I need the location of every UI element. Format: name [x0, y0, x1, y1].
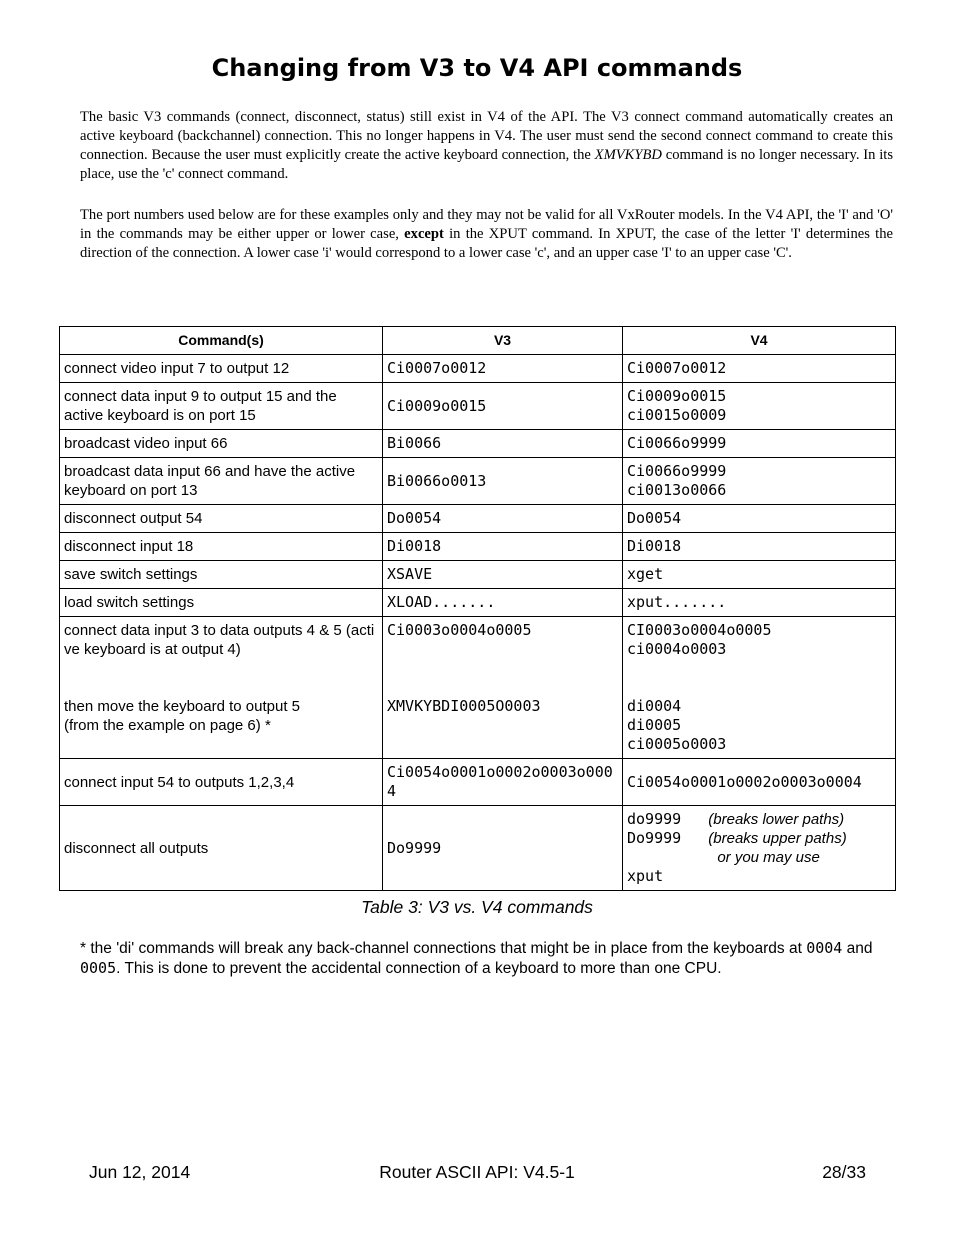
table-row [60, 430, 896, 458]
port-numbers-paragraph [80, 206, 893, 263]
table-row [60, 533, 896, 561]
table-row [60, 505, 896, 533]
v4-line: Ci0066o9999 [627, 434, 727, 452]
cell-v4 [623, 355, 896, 383]
cell-v3: Bi0066 [383, 430, 623, 458]
v4-line [627, 829, 891, 848]
table-header-row [60, 327, 896, 355]
v4-line [627, 848, 891, 867]
port-bold-except: except [404, 226, 444, 242]
v4-line: ci0015o0009 [627, 406, 727, 424]
v4-note: (breaks upper paths) [708, 830, 847, 847]
cell-v3 [383, 759, 623, 806]
intro-text-a: The basic V3 commands (connect, disconnect, status) still exist in V4 of the API. The V3 connect command automatically creates an active keyboard (backchannel) connection. This no longer happens in V4. The user must send the second connect command to create this connection. Because the user must explicitly create the active keyboard connection, the [80, 109, 893, 163]
table-row [60, 383, 896, 430]
intro-italic-command: XMVKYBD [594, 147, 662, 163]
cell-v4 [623, 759, 896, 806]
cell-command [60, 617, 383, 759]
footer-page-number: 28/33 [822, 1162, 866, 1182]
table-row [60, 458, 896, 505]
cell-command: connect video input 7 to output 12 [60, 355, 383, 383]
v4-line: xget [627, 565, 664, 583]
cell-v4 [623, 430, 896, 458]
footer-document-name: Router ASCII API: V4.5-1 [379, 1162, 575, 1182]
cell-v3: Ci0009o0015 [383, 383, 623, 430]
v4-line [627, 810, 891, 829]
cell-v3: XSAVE [383, 561, 623, 589]
v4-line: Ci0009o0015 [627, 387, 727, 405]
v4-note: (breaks lower paths) [708, 811, 845, 828]
intro-paragraph [80, 108, 893, 184]
v4-code: do9999 [627, 810, 682, 828]
cell-v3: Di0018 [383, 533, 623, 561]
cell-v4 [623, 561, 896, 589]
v4-line: Di0018 [627, 537, 682, 555]
v4-line: di0004 [627, 697, 682, 715]
table-caption: Table 3: V3 vs. V4 commands [361, 897, 593, 917]
cell-command: load switch settings [60, 589, 383, 617]
v4-line: ci0013o0066 [627, 481, 727, 499]
cell-command: save switch settings [60, 561, 383, 589]
cell-command: disconnect output 54 [60, 505, 383, 533]
cell-command: connect data input 9 to output 15 and the active keyboard is on port 15 [60, 383, 383, 430]
cell-v4 [623, 533, 896, 561]
intro-text-b: command is no longer necessary. In its place, use the 'c' connect command. [80, 147, 893, 182]
cell-command: broadcast video input 66 [60, 430, 383, 458]
cell-command: connect input 54 to outputs 1,2,3,4 [60, 759, 383, 806]
v4-line: CI0003o0004o0005 [627, 621, 772, 639]
table-row-disconnect-all [60, 806, 896, 891]
footnote-text-a: * the 'di' commands will break any back-channel connections that might be in place from the keyboards at [80, 940, 807, 957]
v4-line: ci0005o0003 [627, 735, 727, 753]
cell-v4 [623, 505, 896, 533]
commands-table [59, 326, 896, 891]
cell-v4 [623, 383, 896, 430]
multi-step-command-b2: (from the example on page 6) * [64, 717, 271, 734]
port-text-b: in the XPUT command. In XPUT, the case of the letter 'I' determines the direction of the connection. A lower case 'i' would correspond to a lower case 'c', and an upper case 'I' to an upper case 'C'. [80, 226, 893, 261]
v4-line: Ci0007o0012 [627, 359, 727, 377]
header-commands: Command(s) [60, 327, 383, 355]
cell-v4 [623, 617, 896, 759]
footnote-code-a: 0004 [806, 939, 843, 957]
spacer [387, 640, 618, 678]
table-row [60, 589, 896, 617]
v3-line: Ci0003o0004o0005 [387, 621, 532, 639]
page-title: Changing from V3 to V4 API commands [211, 54, 743, 82]
header-v3: V3 [383, 327, 623, 355]
v4-line: Ci0054o0001o0002o0003o0004 [627, 772, 862, 791]
cell-v4 [623, 589, 896, 617]
v4-line: di0005 [627, 716, 682, 734]
cell-command: disconnect input 18 [60, 533, 383, 561]
cell-v3: Ci0007o0012 [383, 355, 623, 383]
v4-line: Do0054 [627, 509, 682, 527]
spacer [64, 659, 378, 697]
v4-line: xput....... [627, 593, 727, 611]
footer-date: Jun 12, 2014 [89, 1162, 191, 1182]
v4-line: ci0004o0003 [627, 640, 727, 658]
v4-line: xput [627, 867, 664, 885]
table-row-multi-step [60, 617, 896, 759]
v3-line: XMVKYBDI0005O0003 [387, 697, 541, 715]
cell-v4 [623, 458, 896, 505]
table-row [60, 355, 896, 383]
cell-command: broadcast data input 66 and have the active keyboard on port 13 [60, 458, 383, 505]
spacer [627, 659, 891, 697]
multi-step-command-b1: then move the keyboard to output 5 [64, 698, 300, 715]
port-text-a: The port numbers used below are for these examples only and they may not be valid for all VxRouter models. In the V4 API, the 'I' and 'O' in the commands may be either upper or lower case, [80, 207, 893, 242]
footnote-code-b: 0005 [80, 959, 117, 977]
cell-v3: Do0054 [383, 505, 623, 533]
cell-v4 [623, 806, 896, 891]
footnote-text-c: . This is done to prevent the accidental connection of a keyboard to more than one CPU. [116, 960, 722, 977]
table-row [60, 759, 896, 806]
cell-v3: XLOAD....... [383, 589, 623, 617]
cell-v3 [383, 617, 623, 759]
header-v4: V4 [623, 327, 896, 355]
footnote-text-b: and [842, 940, 873, 957]
table-row [60, 561, 896, 589]
cell-v3: Do9999 [383, 806, 623, 891]
multi-step-command-a: connect data input 3 to data outputs 4 & 5 (active keyboard is at output 4) [64, 622, 375, 658]
footnote [80, 939, 893, 979]
v3-wrapped: Ci0054o0001o0002o0003o0004 [387, 763, 613, 800]
v4-code: Do9999 [627, 829, 682, 847]
v4-line: Ci0066o9999 [627, 462, 727, 480]
cell-v3: Bi0066o0013 [383, 458, 623, 505]
cell-command: disconnect all outputs [60, 806, 383, 891]
v4-note: or you may use [717, 849, 820, 866]
